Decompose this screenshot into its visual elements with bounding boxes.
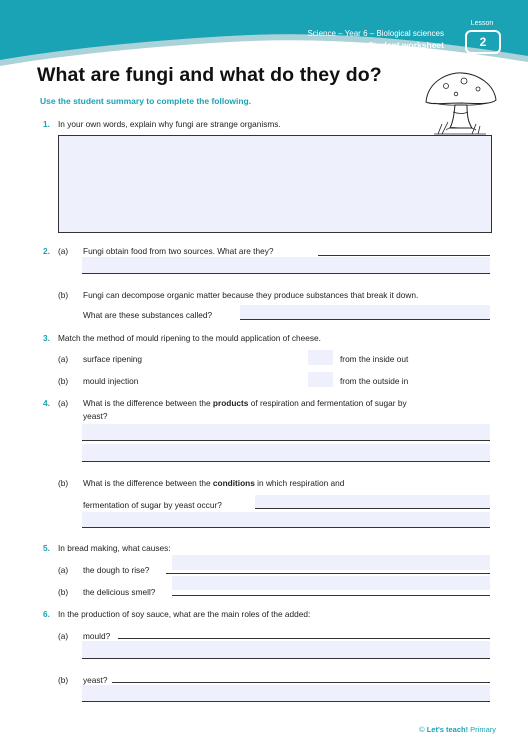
sub-label: (b) xyxy=(58,290,69,300)
answer-line[interactable] xyxy=(172,595,490,596)
question-number: 3. xyxy=(43,333,50,343)
sub-label: (a) xyxy=(58,631,69,641)
answer-fill[interactable] xyxy=(172,555,490,570)
answer-fill[interactable] xyxy=(240,305,490,319)
question-text: In bread making, what causes: xyxy=(58,543,171,553)
answer-line[interactable] xyxy=(82,658,490,659)
answer-fill[interactable] xyxy=(255,495,490,508)
footer-brand: © Let's teach! Primary xyxy=(419,725,496,734)
sub-label: (b) xyxy=(58,587,69,597)
question-text: What are these substances called? xyxy=(83,310,213,320)
answer-fill[interactable] xyxy=(172,576,490,590)
header-worksheet-label: Student worksheet xyxy=(367,40,444,50)
question-number: 4. xyxy=(43,398,50,408)
question-text: Fungi can decompose organic matter because they produce substances that break it down. xyxy=(83,290,419,300)
method-text: surface ripening xyxy=(83,354,143,364)
answer-line[interactable] xyxy=(112,682,490,683)
application-text: from the outside in xyxy=(340,376,409,386)
match-box[interactable] xyxy=(308,350,333,365)
question-text: In your own words, explain why fungi are strange organisms. xyxy=(58,119,281,129)
answer-line[interactable] xyxy=(82,440,490,441)
answer-line[interactable] xyxy=(118,638,490,639)
question-text: yeast? xyxy=(83,411,108,421)
lesson-number: 2 xyxy=(465,30,501,54)
question-text: Fungi obtain food from two sources. What are they? xyxy=(83,246,274,256)
page-title: What are fungi and what do they do? xyxy=(37,64,382,86)
answer-fill[interactable] xyxy=(82,424,490,440)
answer-line[interactable] xyxy=(318,255,490,256)
question-number: 6. xyxy=(43,609,50,619)
question-text: Match the method of mould ripening to the mould application of cheese. xyxy=(58,333,321,343)
answer-box-q1[interactable] xyxy=(58,135,492,233)
method-text: mould injection xyxy=(83,376,139,386)
question-text: mould? xyxy=(83,631,111,641)
mushroom-illustration xyxy=(420,70,500,145)
question-number: 2. xyxy=(43,246,50,256)
answer-fill[interactable] xyxy=(82,641,490,658)
sub-label: (a) xyxy=(58,565,69,575)
question-text: fermentation of sugar by yeast occur? xyxy=(83,500,222,510)
answer-line[interactable] xyxy=(82,461,490,462)
question-text: What is the difference between the products of respiration and fermentation of sugar by xyxy=(83,398,407,408)
sub-label: (b) xyxy=(58,675,69,685)
lesson-badge xyxy=(456,20,508,56)
question-number: 5. xyxy=(43,543,50,553)
answer-line[interactable] xyxy=(82,527,490,528)
question-text: the dough to rise? xyxy=(83,565,150,575)
question-text: yeast? xyxy=(83,675,108,685)
answer-fill[interactable] xyxy=(82,257,490,273)
question-text: the delicious smell? xyxy=(83,587,156,597)
header-subject: Science – Year 6 – Biological sciences xyxy=(307,29,444,38)
answer-line[interactable] xyxy=(82,701,490,702)
application-text: from the inside out xyxy=(340,354,409,364)
instruction-text: Use the student summary to complete the following. xyxy=(40,96,252,106)
sub-label: (a) xyxy=(58,246,69,256)
sub-label: (b) xyxy=(58,376,69,386)
lesson-label: Lesson xyxy=(470,20,494,27)
sub-label: (a) xyxy=(58,398,69,408)
sub-label: (a) xyxy=(58,354,69,364)
match-box[interactable] xyxy=(308,372,333,387)
answer-fill[interactable] xyxy=(82,444,490,461)
question-text: What is the difference between the conditions in which respiration and xyxy=(83,478,345,488)
question-text: In the production of soy sauce, what are the main roles of the added: xyxy=(58,609,311,619)
answer-line[interactable] xyxy=(82,273,490,274)
sub-label: (b) xyxy=(58,478,69,488)
question-number: 1. xyxy=(43,119,50,129)
answer-line[interactable] xyxy=(166,573,490,574)
answer-line[interactable] xyxy=(255,508,490,509)
answer-fill[interactable] xyxy=(82,685,490,701)
answer-line[interactable] xyxy=(240,319,490,320)
answer-fill[interactable] xyxy=(82,512,490,527)
